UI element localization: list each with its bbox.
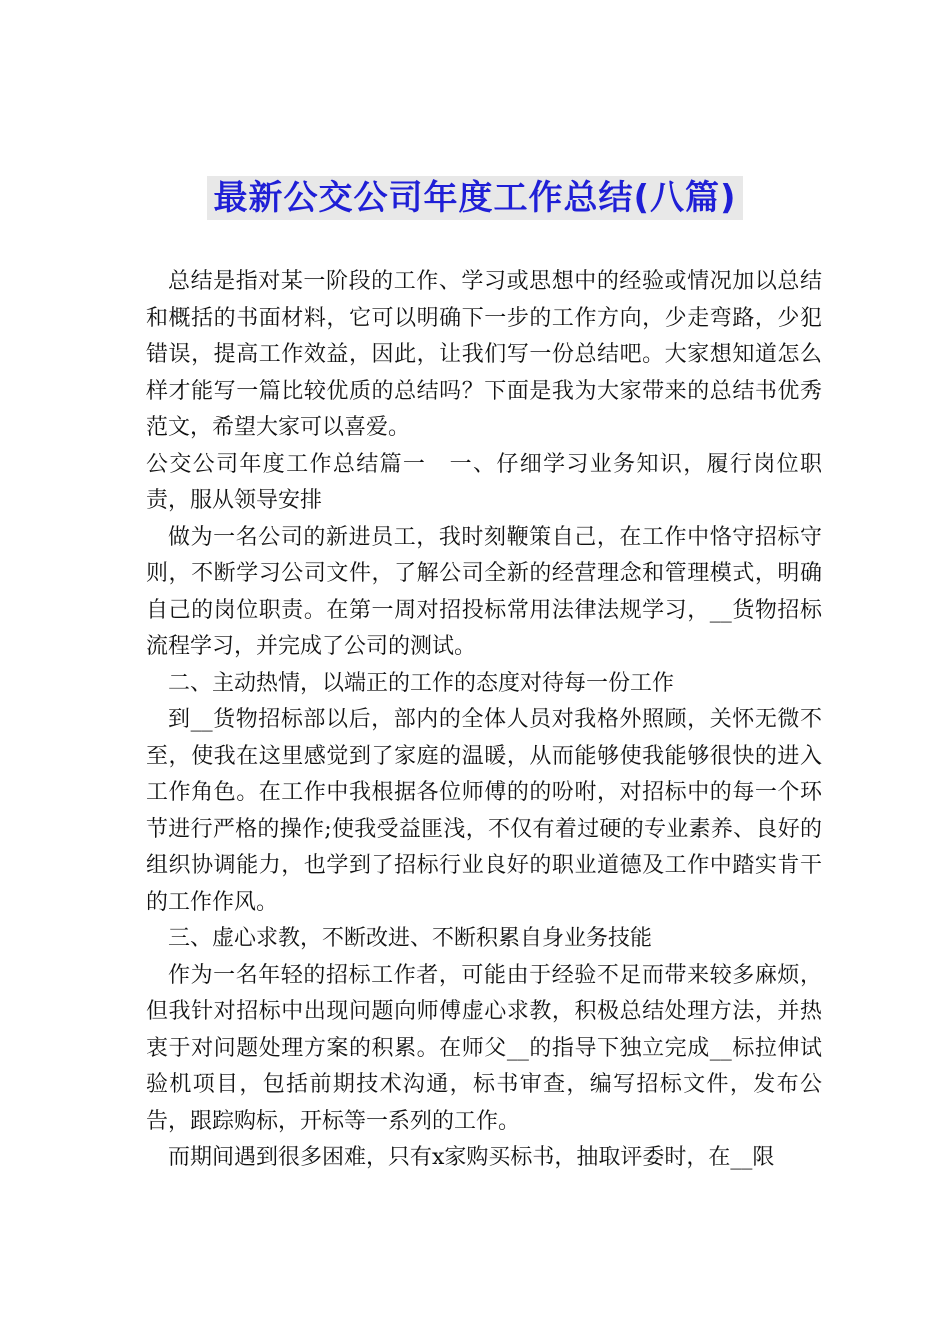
- paragraph-section-2-heading: 二、主动热情，以端正的工作的态度对待每一份工作: [168, 670, 675, 696]
- paragraph-section-3-continued: 而期间遇到很多困难，只有x家购买标书，抽取评委时，在__限: [168, 1145, 775, 1170]
- title-container: [0, 176, 950, 220]
- paragraph-section-1-heading: 公交公司年度工作总结篇一 一、仔细学习业务知识，履行岗位职责，服从领导安排: [146, 451, 822, 513]
- paragraph-intro: 总结是指对某一阶段的工作、学习或思想中的经验或情况加以总结和概括的书面材料，它可以明确下一步的工作方向，少走弯路，少犯错误，提高工作效益，因此，让我们写一份总结吧。大家想知道怎么样才能写一篇比较优质的总结吗？下面是我为大家带来的总结书优秀范文，希望大家可以喜爱。: [146, 269, 822, 440]
- document-title: 最新公交公司年度工作总结(八篇): [207, 176, 742, 220]
- paragraph-section-3-body: 作为一名年轻的招标工作者，可能由于经验不足而带来较多麻烦，但我针对招标中出现问题向师傅虚心求教，积极总结处理方法，并热衷于对问题处理方案的积累。在师父__的指导下独立完成__标拉伸试验机项目，包括前期技术沟通，标书审查，编写招标文件，发布公告，跟踪购标，开标等一系列的工作。: [146, 962, 822, 1134]
- paragraph-section-2-body: 到__货物招标部以后，部内的全体人员对我格外照顾，关怀无微不至，使我在这里感觉到了家庭的温暖，从而能够使我能够很快的进入工作角色。在工作中我根据各位师傅的的吩咐，对招标中的每一个环节进行严格的操作;使我受益匪浅，不仅有着过硬的专业素养、良好的组织协调能力，也学到了招标行业良好的职业道德及工作中踏实肯干的工作作风。: [146, 707, 822, 915]
- paragraph-section-1-body: 做为一名公司的新进员工，我时刻鞭策自己，在工作中恪守招标守则，不断学习公司文件，了解公司全新的经营理念和管理模式，明确自己的岗位职责。在第一周对招投标常用法律法规学习，__货物招标流程学习，并完成了公司的测试。: [146, 524, 822, 659]
- document-body: [146, 264, 822, 1177]
- paragraph-section-3-heading: 三、虚心求教，不断改进、不断积累自身业务技能: [168, 926, 653, 951]
